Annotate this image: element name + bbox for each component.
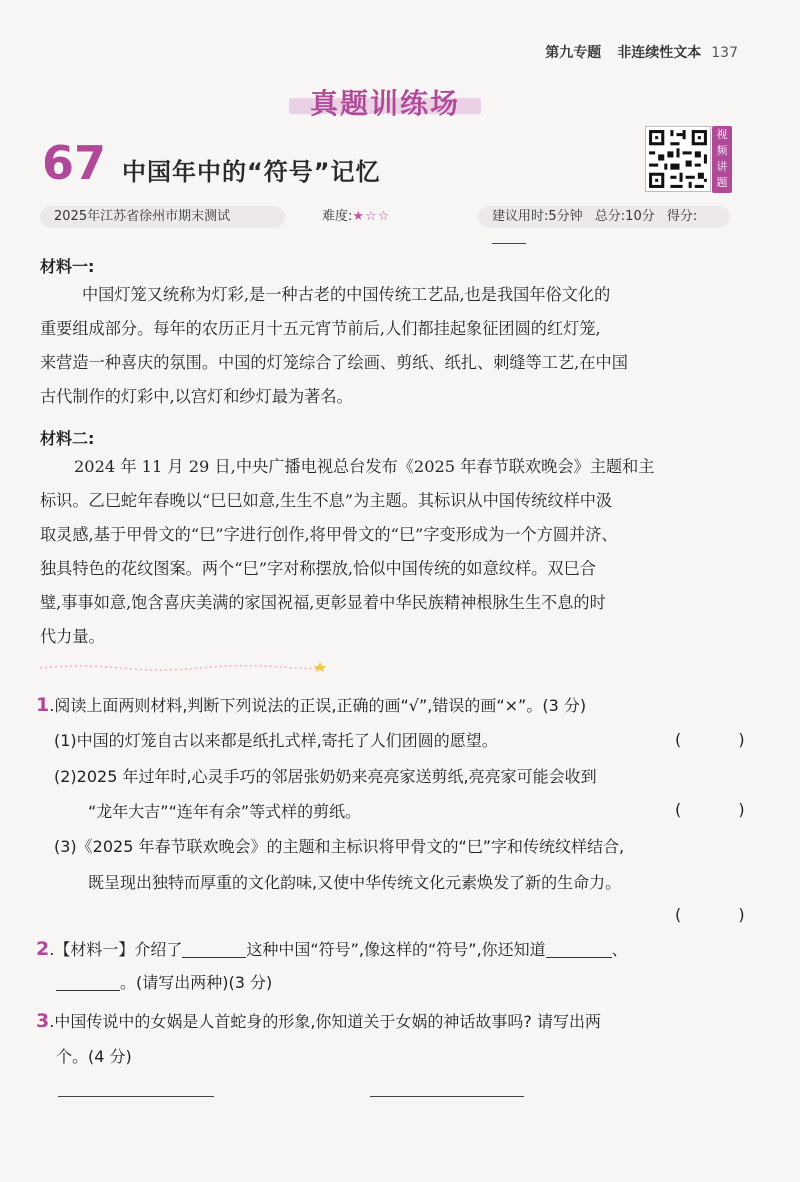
material-one-line: 来营造一种喜庆的氛围。中国的灯笼综合了绘画、剪纸、纸扎、刺缝等工艺,在中国 [40, 353, 628, 372]
material-two-label: 材料二: [40, 429, 95, 448]
section-ribbon [295, 82, 475, 118]
question-text: 这种中国“符号”,像这样的“符号”,你还知道 [246, 940, 546, 959]
lesson-number: 67 [42, 136, 107, 190]
header-section: 非连续性文本 [617, 45, 702, 61]
q2-blank-2[interactable] [546, 939, 612, 958]
question-number: 2 [36, 938, 50, 960]
material-two-line: 代力量。 [40, 627, 105, 646]
source-text: 2025年江苏省徐州市期末测试 [54, 209, 231, 224]
question-2 [36, 932, 756, 967]
question-text: .阅读上面两则材料,判断下列说法的正误,正确的画“√”,错误的画“×”。(3 分) [49, 696, 587, 715]
qr-code-icon[interactable] [645, 126, 711, 192]
question-2-cont [56, 966, 272, 1000]
exercise-meta-bar [40, 206, 730, 228]
material-two-line: 2024 年 11 月 29 日,中央广播电视总台发布《2025 年春节联欢晚会》主题和主 [74, 457, 655, 476]
header-topic: 第九专题 [545, 45, 602, 61]
q1-item-2-cont: “龙年大吉”“连年有余”等式样的剪纸。 [88, 802, 362, 821]
q1-answer-paren-3[interactable]: ( ) [675, 905, 771, 924]
total-score: 总分:10分 [594, 209, 655, 224]
q2-blank-3[interactable] [56, 972, 120, 991]
q3-answer-line-1[interactable] [58, 1096, 214, 1097]
question-text: .【材料一】介绍了 [49, 940, 183, 959]
material-one-line: 中国灯笼又统称为灯彩,是一种古老的中国传统工艺品,也是我国年俗文化的 [82, 285, 611, 304]
difficulty-label: 难度: [322, 209, 353, 224]
q1-answer-paren-1[interactable]: ( ) [675, 730, 771, 749]
q1-item-3-cont: 既呈现出独特而厚重的文化韵味,又使中华传统文化元素焕发了新的生命力。 [88, 873, 622, 892]
q3-answer-line-2[interactable] [370, 1096, 524, 1097]
material-two-line: 独具特色的花纹图案。两个“巳”字对称摆放,恰似中国传统的如意纹样。双巳合 [40, 559, 596, 578]
video-tag [712, 126, 732, 193]
qr-code-graphic [646, 127, 710, 191]
question-3 [36, 1004, 756, 1039]
difficulty-stars-icon: ★☆☆ [352, 209, 391, 224]
material-one-line: 重要组成部分。每年的农历正月十五元宵节前后,人们都挂起象征团圆的红灯笼, [40, 319, 601, 338]
page-number: 137 [711, 45, 738, 61]
material-two-text [40, 450, 730, 654]
question-text: 、 [611, 940, 628, 959]
question-3-cont: 个。(4 分) [56, 1047, 132, 1066]
question-text: 。(请写出两种)(3 分) [120, 973, 273, 992]
video-tag-label: 视频讲题 [716, 128, 728, 189]
material-one-label: 材料一: [40, 257, 95, 276]
material-two-line: 标识。乙巳蛇年春晚以“巳巳如意,生生不息”为主题。其标识从中国传统纹样中汲 [40, 491, 613, 510]
material-two-line: 取灵感,基于甲骨文的“巳”字进行创作,将甲骨文的“巳”字变形成为一个方圆并济、 [40, 525, 618, 544]
question-1 [36, 688, 746, 723]
material-one-line: 古代制作的灯彩中,以宫灯和纱灯最为著名。 [40, 387, 353, 406]
question-number: 3 [36, 1010, 50, 1032]
material-two-line: 璧,事事如意,饱含喜庆美满的家国祝福,更彰显着中华民族精神根脉生生不息的时 [40, 593, 606, 612]
score-blank[interactable] [492, 229, 526, 244]
running-header [545, 42, 738, 62]
material-one-text [40, 278, 730, 414]
score-label: 得分: [666, 209, 698, 224]
dotted-divider-icon [40, 662, 330, 672]
question-number: 1 [36, 694, 50, 716]
meta-time-score-pill [478, 206, 730, 228]
meta-source-pill [40, 206, 285, 228]
q1-answer-paren-2[interactable]: ( ) [675, 800, 771, 819]
suggested-time: 建议用时:5分钟 [492, 209, 583, 224]
q1-item-3: (3)《2025 年春节联欢晚会》的主题和主标识将甲骨文的“巳”字和传统纹样结合, [54, 837, 625, 856]
meta-difficulty [308, 206, 458, 228]
q2-blank-1[interactable] [182, 939, 246, 958]
lesson-title: 中国年中的“符号”记忆 [122, 158, 381, 186]
question-text: .中国传说中的女娲是人首蛇身的形象,你知道关于女娲的神话故事吗? 请写出两 [49, 1012, 601, 1031]
ribbon-title: 真题训练场 [309, 87, 460, 120]
q1-item-2: (2)2025 年过年时,心灵手巧的邻居张奶奶来亮亮家送剪纸,亮亮家可能会收到 [54, 767, 597, 786]
q1-item-1: (1)中国的灯笼自古以来都是纸扎式样,寄托了人们团圆的愿望。 [54, 731, 498, 750]
